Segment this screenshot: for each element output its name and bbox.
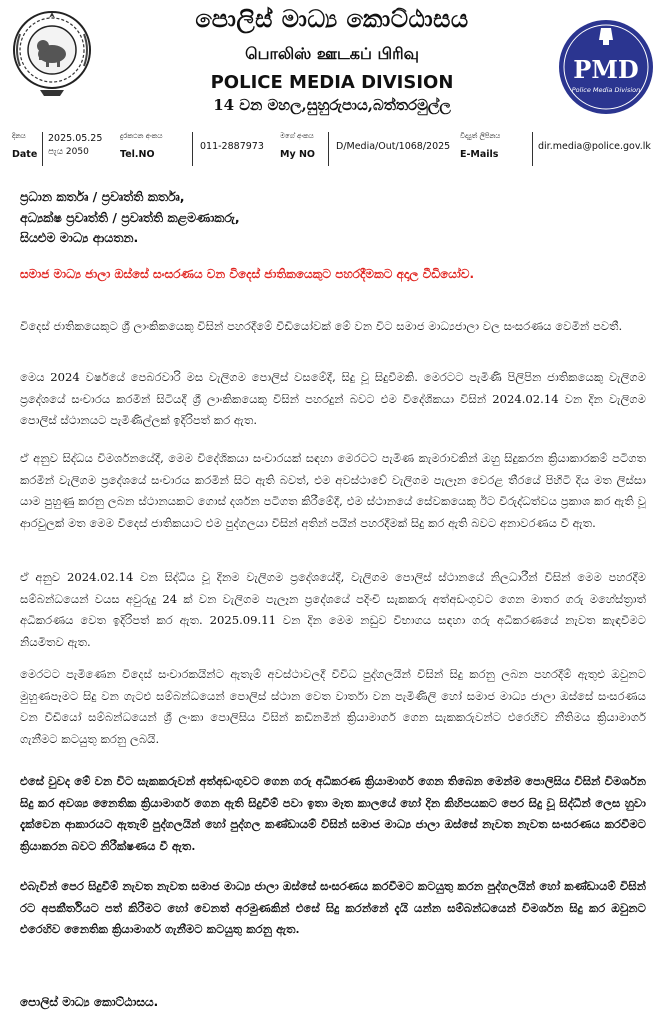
pmd-logo-subtext: Police Media Division	[571, 86, 641, 94]
email-label-en: E-Mails	[460, 149, 499, 160]
date-label-si: දිනය	[12, 132, 26, 140]
addressee-block	[20, 187, 646, 249]
letterhead	[0, 0, 664, 118]
tel-label-si: දුරකථන අංකය	[120, 132, 163, 140]
body-paragraph: මෙරටට පැමිණෙන විදෙස් සංචාරකයින්ට ඇතැම් අවස්ථාවලදී විවිධ පුද්ගලයින් විසින් සිදු කරනු ලබන පහරදීම් ඇතුළු ඔවුනට මුහුණපෑමට සිදු වන ගැටළු සම්බන්ධයෙන් පොලිස් ස්ථාන වෙත වාර්තා වන පැමිණිලි හෝ සමාජ මාධ්‍ය ජාලා ඔස්සේ සංසරණය වන වීඩියෝ සම්බන්ධයෙන් ශ්‍රී ලංකා පොලිසිය විසින් කඩිනමින් ක්‍රියාමාර්ග ගෙන සැකකරුවන්ට එරෙහිව නීතිමය ක්‍රියාමාර්ග ගැනීමට කටයුතු කරනු ලබයි.	[20, 667, 646, 746]
body-paragraph: මෙය 2024 වර්ෂයේ පෙබරවාරි මස වැලිගම පොලිස් වසමේදී, සිදු වූ සිදුවීමකි. මෙරටට පැමිණි පිලිපින ජාතිකයෙකු වැලිගම ප්‍රදේශයේ සංචාරය කරමින් සිටියදී ශ්‍රී ලාංකිකයෙකු විසින් පහරදුන් බවට එම විදේශිකයා විසින් 2024.02.14 වන දින වැලිගම පොලිස් ස්ථානයට පැමිණිල්ලක් ඉදිරිපත් කර ඇත.	[20, 370, 646, 427]
email-label-si: විද්‍යුත් ලිපිනය	[460, 132, 501, 140]
email-value: dir.media@police.gov.lk	[538, 141, 651, 152]
pmd-logo-text: PMD	[573, 55, 639, 84]
date-label-en: Date	[12, 149, 38, 160]
tel-label-en: Tel.NO	[120, 149, 155, 160]
addressee-line: ප්‍රධාන කර්තෘ / ප්‍රවෘත්ති කර්තෘ,	[20, 189, 185, 204]
my-no-value: D/Media/Out/1068/2025	[336, 141, 451, 152]
office-address: 14 වන මහල,සුහුරුපාය,බත්තරමුල්ල	[213, 96, 451, 114]
body-paragraph-emphasis: එබැවින් පෙර සිදුවීම් නැවත නැවත සමාජ මාධ්‍ය ජාලා ඔස්සේ සංසරණය කරවීමට කටයුතු කරන පුද්ගලයින් හෝ කණ්ඩායම් විසින් රට අපකීර්තියට පත් කිරීමට හෝ වෙනත් අරමුණකින් එසේ සිදු කරන්නේ දැයි යන්න සම්බන්ධයෙන් විමර්ශන සිදු කර ඔවුනට එරෙහිව නෛතික ක්‍රියාමාර්ග ගැනීමට කටයුතු කරනු ඇත.	[20, 879, 646, 936]
pmd-logo-icon	[557, 18, 655, 116]
title-tamil: பொலிஸ் ஊடகப் பிரிவு	[245, 44, 419, 63]
subject-line: සමාජ මාධ්‍ය ජාලා ඔස්සේ සංසරණය වන විදෙස් ජාතිකයෙකුට පහරදීමකට අදාල වීඩියෝව.	[20, 267, 475, 281]
body-paragraph-emphasis: එසේ වුවද මේ වන විට සැකකරුවන් අත්අඩංගුවට ගෙන ගරු අධිකරණ ක්‍රියාමාර්ග ගෙන තිබෙන මෙන්ම පොලිසිය විසින් විමර්ශන සිදු කර අවශ්‍ය නෛතික ක්‍රියාමාර්ග ගෙන ඇති සිදුවීම් පවා ඉතා මෑත කාලයේ හෝ දින කිහිපයකට පෙර සිදු වූ සිද්ධීන් ලෙස හුවා දැක්වෙන ආකාරයට ඇතැම් පුද්ගලයින් හෝ පුද්ගල කණ්ඩායම් විසින් සමාජ මාධ්‍ය ජාලා ඔස්සේ නැවත නැවත සංසරණය කරවීමට ක්‍රියාකරන බවට නිරීක්ෂණය වී ඇත.	[20, 774, 646, 853]
tel-value: 011-2887973	[200, 141, 264, 152]
date-value: 2025.05.25	[48, 133, 103, 144]
signature-line: පොලිස් මාධ්‍ය කොට්ඨාසය.	[20, 995, 159, 1009]
my-no-label-si: මගේ අංකය	[280, 132, 314, 140]
divider	[532, 132, 533, 166]
time-value: පැය 2050	[48, 147, 89, 157]
reference-strip	[12, 132, 654, 166]
body-paragraph: ඒ අනුව සිද්ධය විමර්ශනයේදී, මෙම විදේශිකයා සංචාරයක් සඳහා මෙරටට පැමිණ කැමරාවකින් ඔහු සිදුකරන ක්‍රියාකාරකම් පටිගත කරමින් වැලිගම ප්‍රදේශයේ සංචාරය කරමින් සිට ඇති බවත්, එම අවස්ථාවේ වැලිගම පැලෑන වෙරළ තීරයේ පිහිටි දිය මත ලිස්සා යාම පුහුණු කරනු ලබන ස්ථානයකට ගොස් දර්ශන පටිගත කිරීමේදී, එම ස්ථානයේ සේවකයෙකු ඊට විරුද්ධත්වය ප්‍රකාශ කර ඇති වූ ආරවුලක් මත මෙම විදෙස් ජාතිකයාට එම පුද්ගලයා විසින් අතින් පයින් පහරදීමක් සිදු කර ඇති බවට අනාවරණය වී ඇත.	[20, 451, 646, 530]
my-no-label-en: My NO	[280, 149, 315, 160]
divider	[328, 132, 329, 166]
addressee-line: සියළුම මාධ්‍ය ආයතන.	[20, 230, 139, 245]
addressee-line: අධ්‍යක්ෂ ප්‍රවෘත්ති / ප්‍රවෘත්ති කළමණාකරු,	[20, 209, 240, 225]
title-english: POLICE MEDIA DIVISION	[210, 72, 454, 93]
title-sinhala: පොලිස් මාධ්‍ය කොට්ඨාසය	[195, 4, 469, 33]
divider	[192, 132, 193, 166]
body-paragraph: ඒ අනුව 2024.02.14 වන සිද්ධිය වූ දිනම වැලිගම ප්‍රදේශයේදී, වැලිගම පොලිස් ස්ථානයේ නිලධාරීන් විසින් මෙම පහරදීම සම්බන්ධයෙන් වයස අවුරුදු 24 ක් වන වැලිගම පැලෑන ප්‍රදේශයේ පදිංචි සැකකරු අත්අඩංගුවට ගෙන මාතර ගරු මහේස්ත්‍රාත් අධිකරණය වෙත ඉදිරිපත් කර ඇත. 2025.09.11 වන දින මෙම නඩුව විභාගය සඳහා ගරු අධිකරණයේ නැවත කැඳවීමට නියමිතව ඇත.	[20, 570, 646, 649]
divider	[42, 132, 43, 166]
body-paragraph: විදෙස් ජාතිකයෙකුට ශ්‍රී ලාංකිකයෙකු විසින් පහරදීමේ වීඩියෝවක් මේ වන විට සමාජ මාධ්‍යජාලා වල සංසරණය වෙමින් පවතී.	[20, 319, 623, 333]
